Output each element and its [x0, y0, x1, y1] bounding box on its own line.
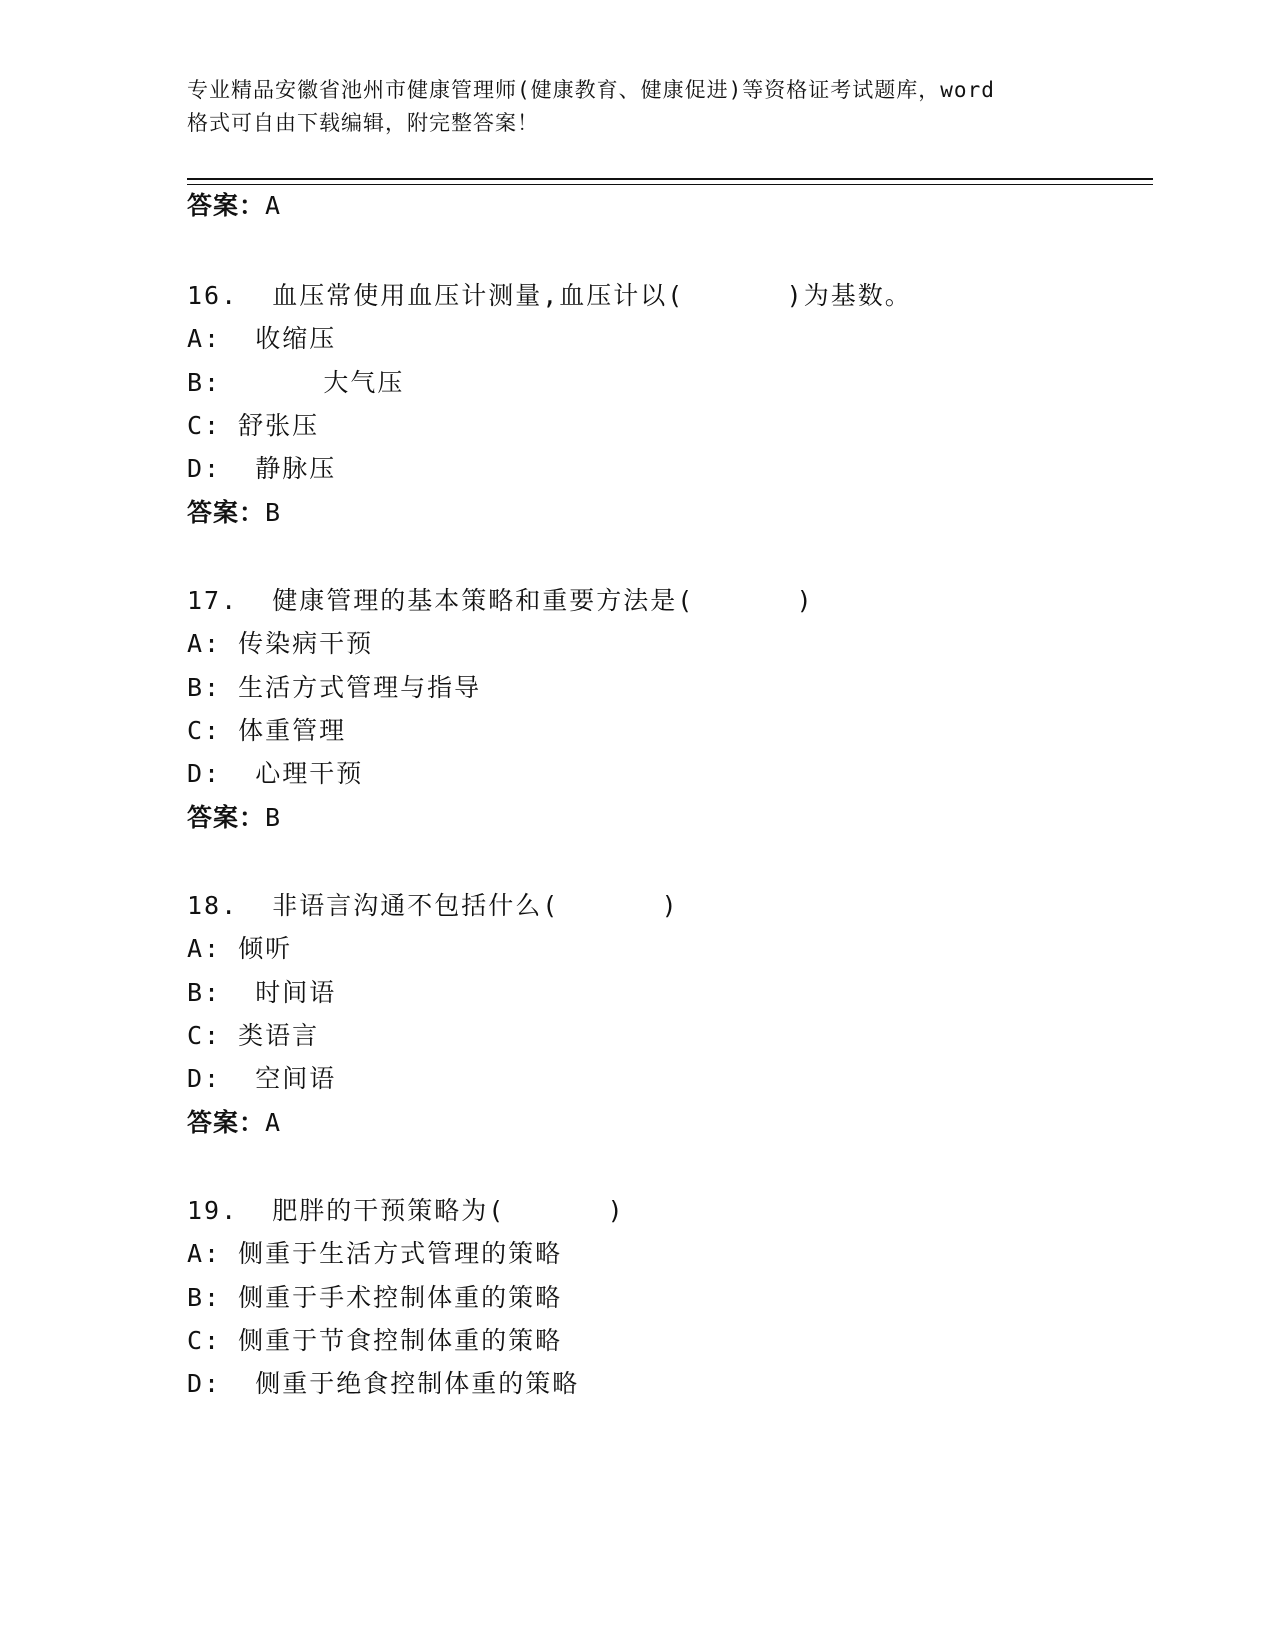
answer-label: 答案： [187, 803, 266, 832]
option-19-b: B: 侧重于手术控制体重的策略 [187, 1283, 563, 1312]
answer-value: B [265, 498, 282, 527]
option-17-b: B: 生活方式管理与指导 [187, 673, 482, 702]
option-18-a: A: 倾听 [187, 934, 293, 963]
option-17-d: D: 心理干预 [187, 759, 364, 788]
answer-line-17 [187, 802, 281, 834]
option-18-c: C: 类语言 [187, 1021, 320, 1050]
option-16-b: B: 大气压 [187, 368, 405, 397]
page-header [187, 74, 1087, 140]
option-18-b: B: 时间语 [187, 978, 337, 1007]
answer-line-prev [187, 190, 281, 222]
option-16-a: A: 收缩压 [187, 324, 337, 353]
answer-label: 答案： [187, 498, 266, 527]
question-stem-18: 18. 非语言沟通不包括什么( ) [187, 891, 679, 920]
question-stem-16: 16. 血压常使用血压计测量,血压计以( )为基数。 [187, 281, 912, 310]
option-17-a: A: 传染病干预 [187, 629, 374, 658]
option-18-d: D: 空间语 [187, 1064, 337, 1093]
header-line-1: 专业精品安徽省池州市健康管理师(健康教育、健康促进)等资格证考试题库，word [187, 78, 995, 102]
answer-label: 答案： [187, 1108, 266, 1137]
option-19-a: A: 侧重于生活方式管理的策略 [187, 1239, 563, 1268]
answer-value: B [265, 803, 282, 832]
answer-line-16 [187, 497, 281, 529]
answer-value: A [265, 191, 282, 220]
option-16-c: C: 舒张压 [187, 411, 320, 440]
header-line-2: 格式可自由下载编辑，附完整答案！ [187, 111, 539, 135]
header-rule-thin [187, 184, 1153, 185]
option-19-d: D: 侧重于绝食控制体重的策略 [187, 1369, 580, 1398]
question-stem-19: 19. 肥胖的干预策略为( ) [187, 1196, 625, 1225]
question-stem-17: 17. 健康管理的基本策略和重要方法是( ) [187, 586, 814, 615]
answer-label: 答案： [187, 191, 266, 220]
header-rule-thick [187, 178, 1153, 180]
answer-line-18 [187, 1107, 281, 1139]
option-17-c: C: 体重管理 [187, 716, 347, 745]
option-19-c: C: 侧重于节食控制体重的策略 [187, 1326, 563, 1355]
option-16-d: D: 静脉压 [187, 454, 337, 483]
answer-value: A [265, 1108, 282, 1137]
